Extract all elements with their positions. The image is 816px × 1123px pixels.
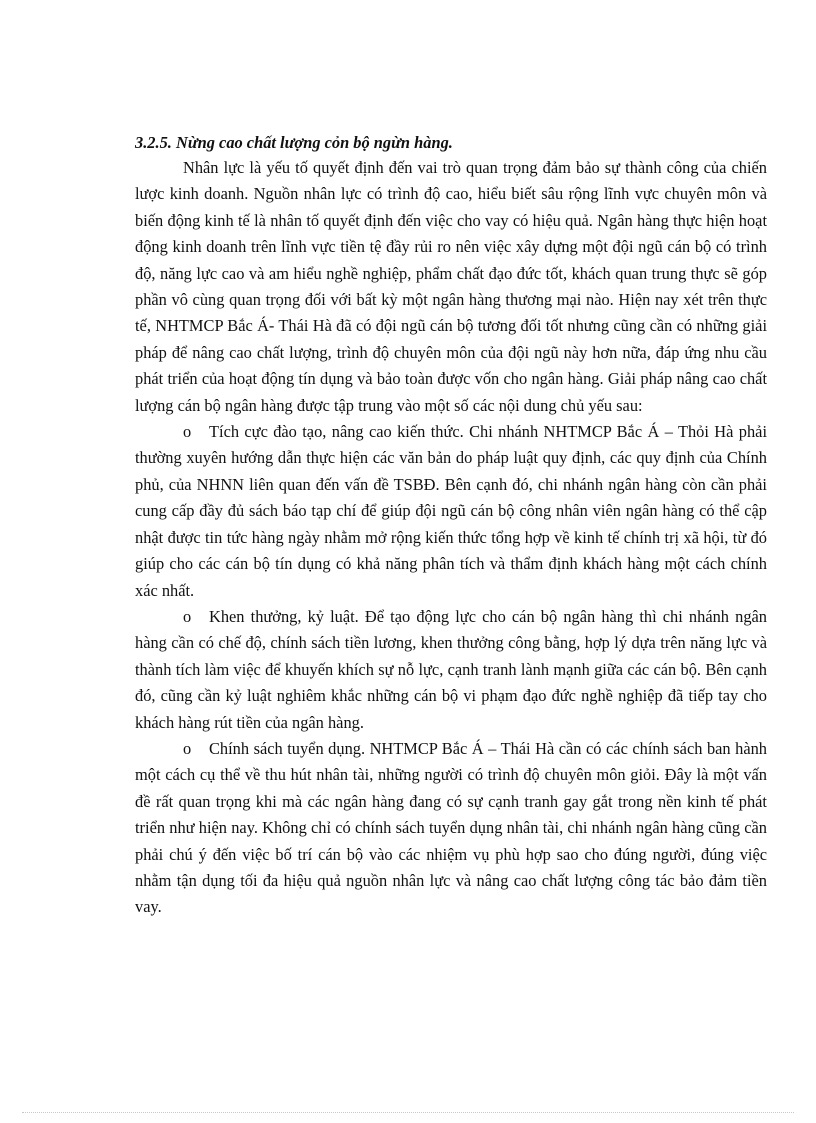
page-bottom-divider [22,1112,794,1113]
bullet-icon: o [183,422,192,442]
document-body [135,131,767,921]
bullet-icon: o [183,606,192,626]
intro-paragraph: Nhân lực là yếu tố quyết định đến vai trò quan trọng đảm bảo sự thành công của chiến lược kinh doanh. Nguồn nhân lực có trình độ cao, hiểu biết sâu rộng lĩnh vực chuyên môn và biến động kinh tế là nhân tố quyết định đến việc cho vay có hiệu quả. Ngân hàng thực hiện hoạt động kinh doanh trên lĩnh vực tiền tệ đầy rủi ro nên việc xây dựng một đội ngũ cán bộ có trình độ, năng lực cao và am hiểu nghề nghiệp, phẩm chất đạo đức tốt, khách quan trung thực sẽ góp phần vô cùng quan trọng đối với bất kỳ một ngân hàng thương mại nào. Hiện nay xét trên thực tế, NHTMCP Bắc Á- Thái Hà đã có đội ngũ cán bộ tương đối tốt nhưng cũng cần có những giải pháp để nâng cao chất lượng, trình độ chuyên môn của đội ngũ này hơn nữa, đáp ứng nhu cầu phát triển của hoạt động tín dụng và bảo toàn được vốn cho ngân hàng. Giải pháp nâng cao chất lượng cán bộ ngân hàng được tập trung vào một số các nội dung chủ yếu sau: [135,158,767,415]
list-item-reward-discipline [135,604,767,736]
list-item-text: Khen thưởng, kỷ luật. Để tạo động lực cho cán bộ ngân hàng thì chi nhánh ngân hàng cần có chế độ, chính sách tiền lương, khen thưởng công bằng, hợp lý dựa trên năng lực và thành tích làm việc để khuyến khích sự nỗ lực, cạnh tranh lành mạnh giữa các cán bộ. Bên cạnh đó, cũng cần kỷ luật nghiêm khắc những cán bộ vi phạm đạo đức nghề nghiệp đã tiếp tay cho khách hàng rút tiền của ngân hàng. [135,606,767,732]
list-item-training [135,419,767,604]
list-item-text: Tích cực đào tạo, nâng cao kiến thức. Chi nhánh NHTMCP Bắc Á – Thỏi Hà phải thường xuyên hướng dẫn thực hiện các văn bản do pháp luật quy định, các quy định của Chính phủ, của NHNN liên quan đến vấn đề TSBĐ. Bên cạnh đó, chi nhánh ngân hàng còn cần phải cung cấp đầy đủ sách báo tạp chí để giúp đội ngũ cán bộ công nhân viên ngân hàng có thể cập nhật được tin tức hàng ngày nhằm mở rộng kiến thức tổng hợp về kinh tế chính trị xã hội, từ đó giúp cho các cán bộ tín dụng có khả năng phân tích và thẩm định khách hàng một cách chính xác nhất. [135,422,767,600]
list-item-recruitment [135,736,767,921]
bullet-icon: o [183,738,192,758]
section-heading: 3.2.5. Nừng cao chất lượng cỏn bộ ngừn hàng. [135,133,453,152]
list-item-text: Chính sách tuyển dụng. NHTMCP Bắc Á – Thái Hà cần có các chính sách ban hành một cách cụ thể về thu hút nhân tài, những người có trình độ chuyên môn giỏi. Đây là một vấn đề rất quan trọng khi mà các ngân hàng đang có sự cạnh tranh gay gắt trong nền kinh tế phát triển như hiện nay. Không chỉ có chính sách tuyển dụng nhân tài, chi nhánh ngân hàng cũng cần phải chú ý đến việc bố trí cán bộ vào các nhiệm vụ phù hợp sao cho đúng người, đúng việc nhằm tận dụng tối đa hiệu quả nguồn nhân lực và nâng cao chất lượng công tác bảo đảm tiền vay. [135,738,767,917]
